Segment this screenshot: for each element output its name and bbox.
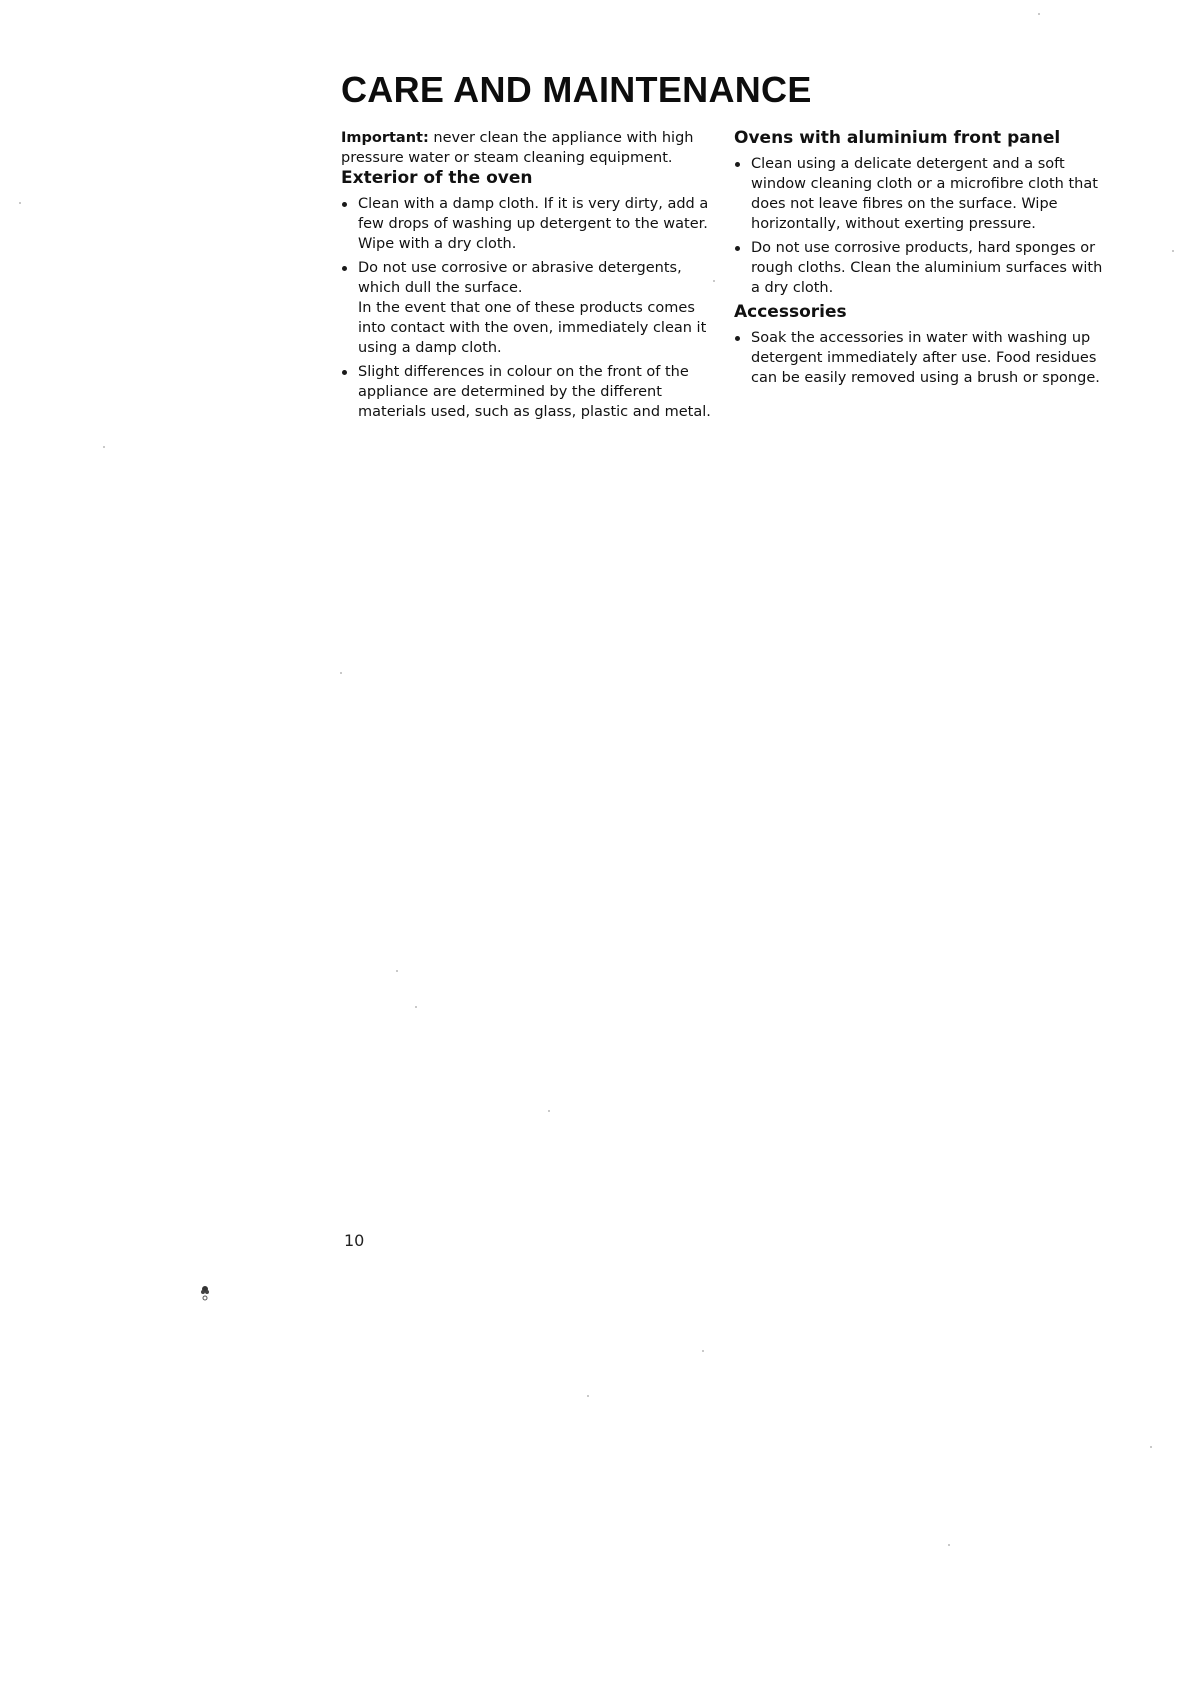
list-item <box>341 258 713 358</box>
accessories-heading: Accessories <box>734 302 847 322</box>
scan-speck <box>702 1350 704 1352</box>
scan-speck <box>1172 250 1174 252</box>
scan-speck <box>396 970 398 972</box>
right-column <box>734 128 1106 392</box>
list-item-note: In the event that one of these products comes into contact with the oven, immediately clean it using a damp cloth. <box>358 300 707 356</box>
aluminium-heading: Ovens with aluminium front panel <box>734 128 1061 148</box>
list-item-text: Slight differences in colour on the front of the appliance are determined by the different materials used, such as glass, plastic and metal. <box>358 364 711 420</box>
list-item-text: Clean with a damp cloth. If it is very dirty, add a few drops of washing up detergent to the water. Wipe with a dry cloth. <box>358 196 709 252</box>
list-item <box>734 238 1106 298</box>
scan-speck <box>340 672 342 674</box>
scan-speck <box>103 446 105 448</box>
ink-blot-icon <box>198 1285 212 1301</box>
page-number: 10 <box>344 1231 365 1250</box>
accessories-list <box>734 328 1106 388</box>
scan-speck <box>1038 13 1040 15</box>
list-item-text: Do not use corrosive products, hard sponges or rough cloths. Clean the aluminium surfaces with a dry cloth. <box>751 240 1103 296</box>
list-item <box>341 194 713 254</box>
list-item-text: Do not use corrosive or abrasive detergents, which dull the surface. <box>358 260 682 296</box>
important-note <box>341 128 713 168</box>
page-title: CARE AND MAINTENANCE <box>341 69 812 110</box>
scan-speck <box>948 1544 950 1546</box>
list-item <box>341 362 713 422</box>
left-column <box>341 128 713 426</box>
scan-speck <box>1150 1446 1152 1448</box>
list-item <box>734 154 1106 234</box>
list-item <box>734 328 1106 388</box>
list-item-text: Clean using a delicate detergent and a soft window cleaning cloth or a microfibre cloth that does not leave fibres on the surface. Wipe horizontally, without exerting pressure. <box>751 156 1098 232</box>
important-text: never clean the appliance with high pressure water or steam cleaning equipment. <box>341 130 694 166</box>
exterior-heading: Exterior of the oven <box>341 168 533 188</box>
scan-speck <box>713 280 715 282</box>
exterior-list <box>341 194 713 422</box>
aluminium-list <box>734 154 1106 298</box>
important-label: Important: <box>341 130 429 146</box>
list-item-text: Soak the accessories in water with washing up detergent immediately after use. Food residues can be easily removed using a brush or sponge. <box>751 330 1100 386</box>
scan-speck <box>587 1395 589 1397</box>
scan-speck <box>415 1006 417 1008</box>
scan-speck <box>548 1110 550 1112</box>
scan-speck <box>19 202 21 204</box>
